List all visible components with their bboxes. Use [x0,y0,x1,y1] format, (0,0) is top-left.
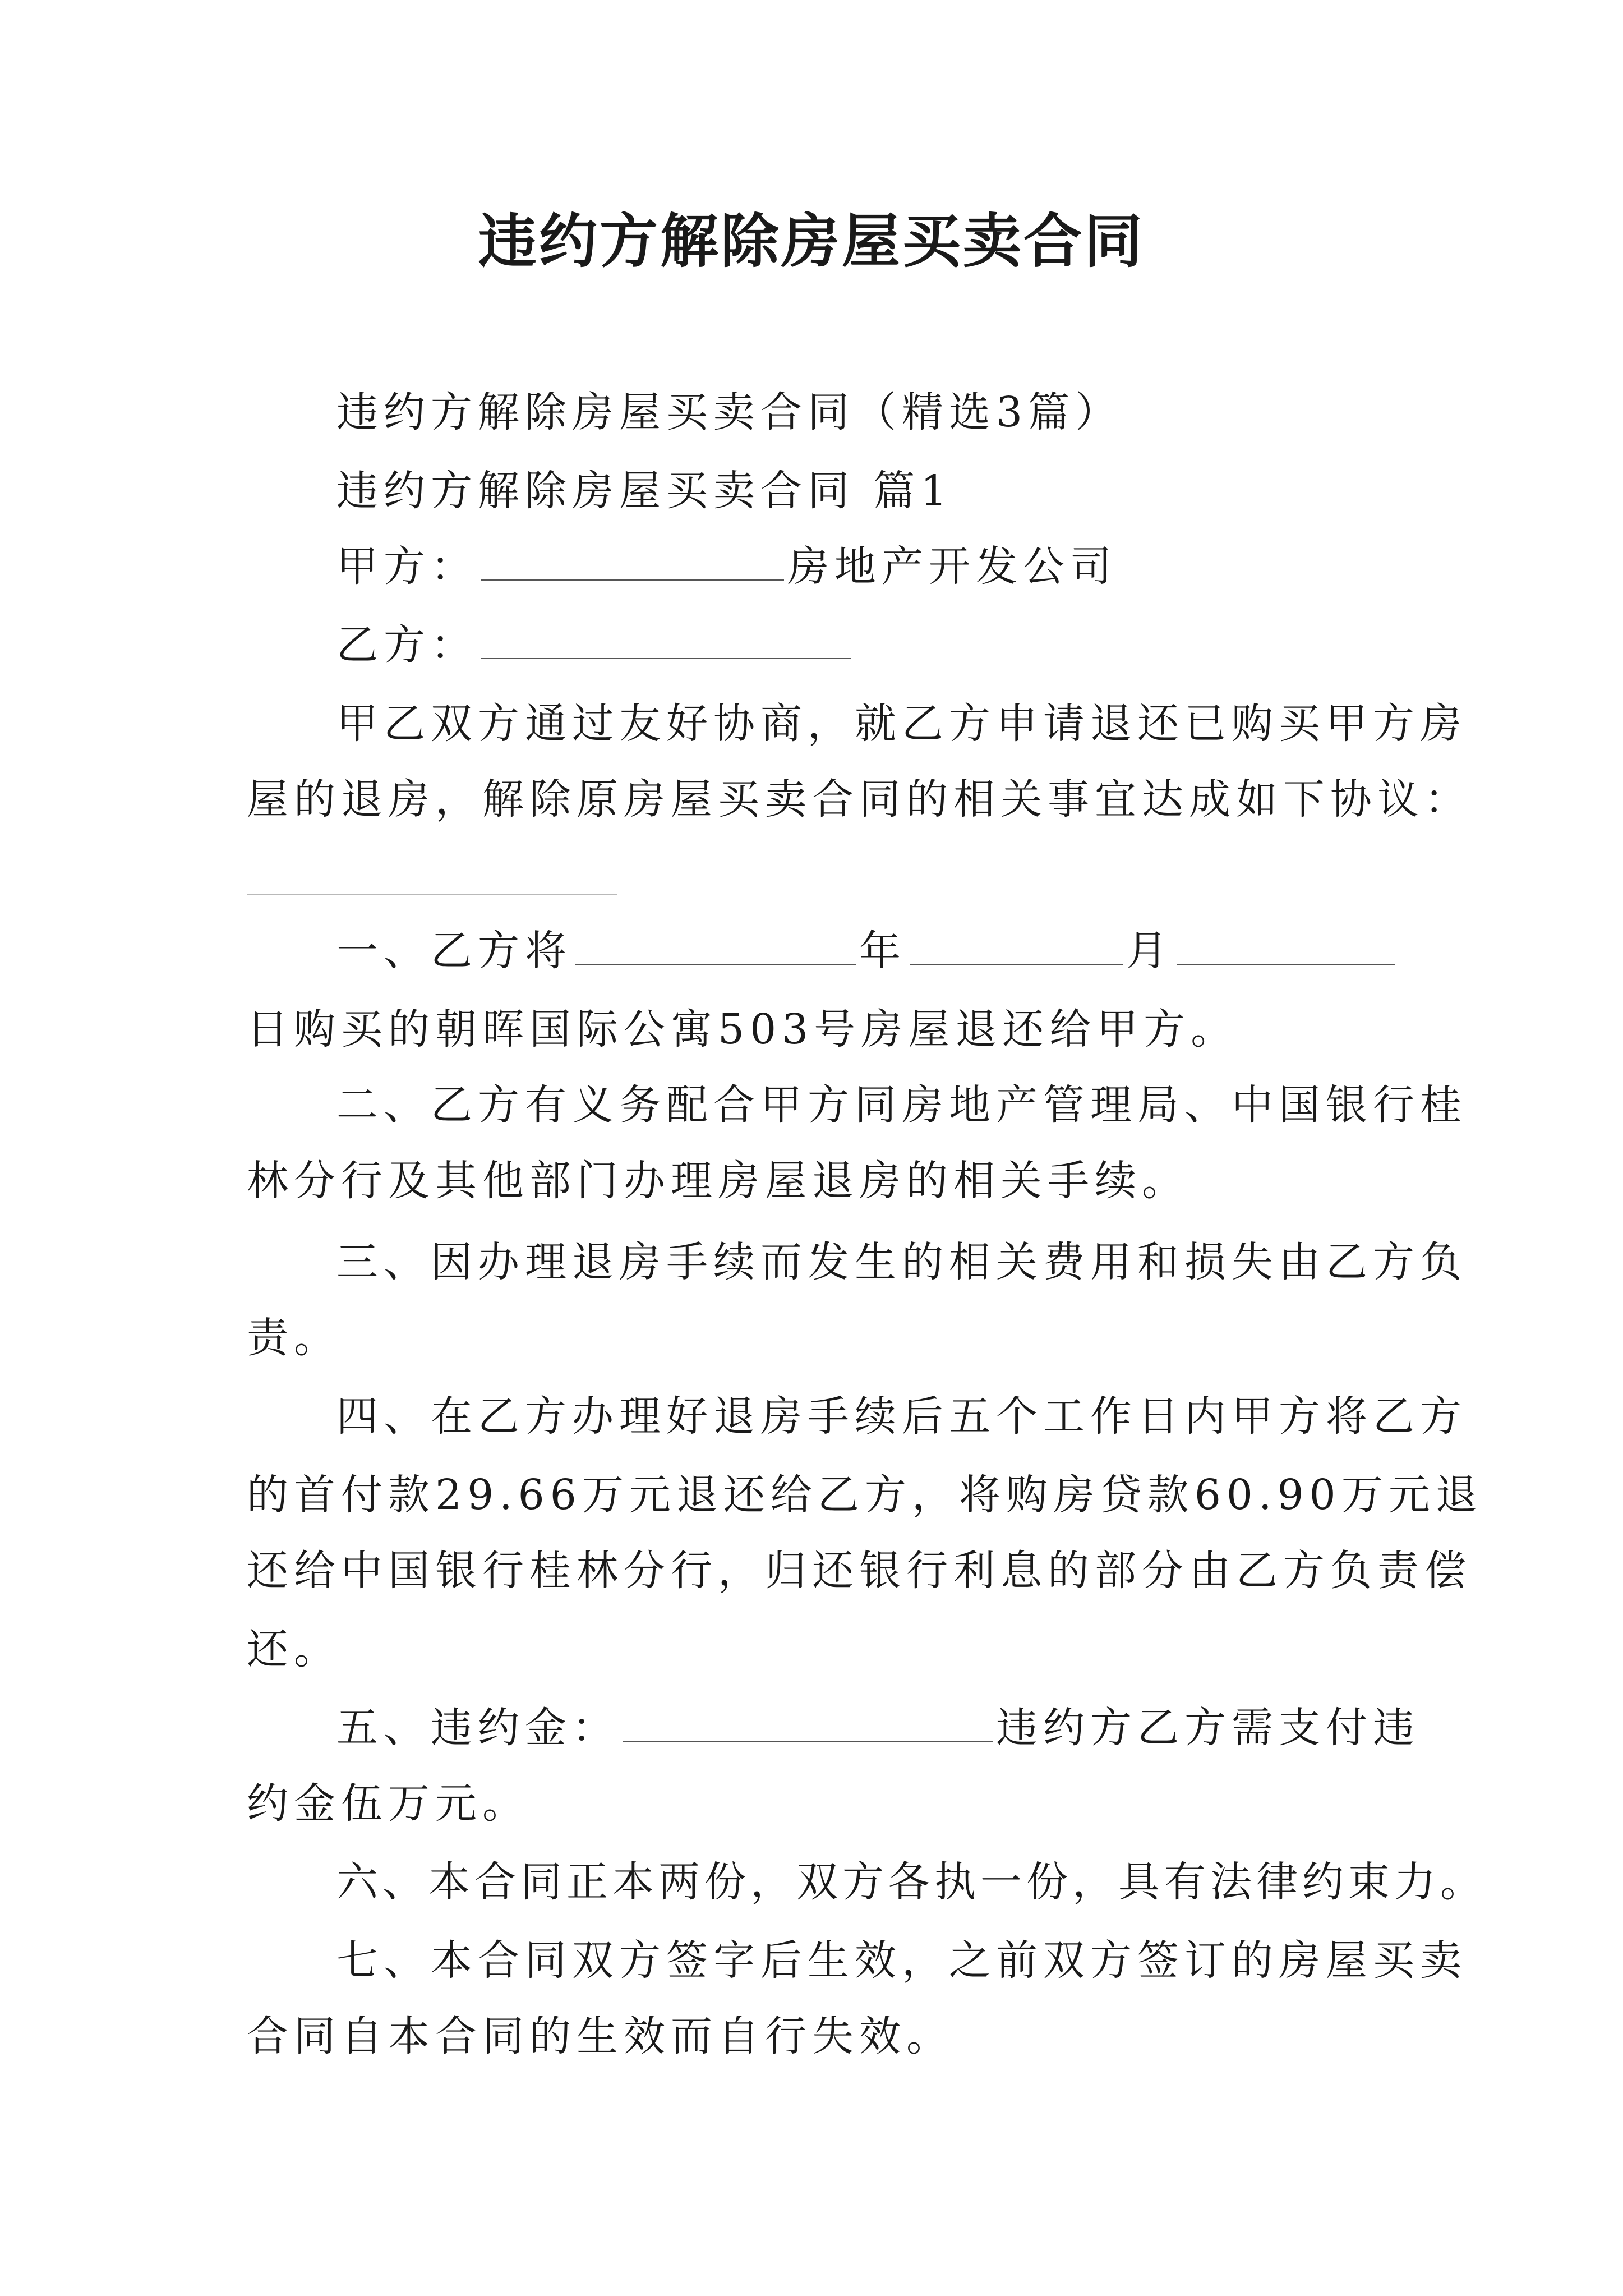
divider [247,894,617,895]
clause-4-line-1: 四、在乙方办理好退房手续后五个工作日内甲方将乙方 [336,1392,1467,1441]
clause-1-line-2: 日购买的朝晖国际公寓503号房屋退还给甲方。 [247,1005,1238,1053]
party-b-label: 乙方： [336,621,478,669]
party-a-line [247,536,1385,597]
party-b-line [247,614,1385,676]
clause-5-line-2: 约金伍万元。 [247,1779,529,1828]
clause-1-prefix: 一、乙方将 [336,927,572,975]
clause-1-year: 年 [859,927,906,975]
clause-7-line-1: 七、本合同双方签字后生效，之前双方签订的房屋买卖 [336,1936,1467,1985]
clause-6-line-1: 六、本合同正本两份，双方各执一份，具有法律约束力。 [336,1858,1486,1906]
clause-4-line-3: 还给中国银行桂林分行，归还银行利息的部分由乙方负责偿 [247,1547,1472,1595]
clause-7-line-2: 合同自本合同的生效而自行失效。 [247,2012,953,2060]
clause-3-line-1: 三、因办理退房手续而发生的相关费用和损失由乙方负 [336,1238,1467,1286]
party-a-label: 甲方： [336,542,478,591]
clause-5-prefix: 五、违约金： [336,1704,619,1752]
clause-5-suffix: 违约方乙方需支付违 [996,1704,1420,1752]
clause-2-line-1: 二、乙方有义务配合甲方同房地产管理局、中国银行桂 [336,1081,1467,1129]
clause-1-line-1 [247,920,1385,982]
clause-4-line-4: 还。 [247,1625,341,1673]
document-subtitle: 违约方解除房屋买卖合同（精选3篇） [336,388,1123,436]
intro-line-1: 甲乙双方通过友好协商，就乙方申请退还已购买甲方房 [336,700,1467,748]
clause-2-line-2: 林分行及其他部门办理房屋退房的相关手续。 [247,1157,1189,1205]
clause-3-line-2: 责。 [247,1314,341,1362]
clause-4-line-2: 的首付款29.66万元退还给乙方，将购房贷款60.90万元退 [247,1471,1483,1519]
document-title: 违约方解除房屋买卖合同 [478,206,1145,275]
clause-1-year-blank[interactable] [575,924,856,965]
party-a-suffix: 房地产开发公司 [787,542,1117,591]
clause-1-day-blank[interactable] [1177,924,1395,965]
section-heading: 违约方解除房屋买卖合同 篇1 [336,467,953,515]
party-b-blank[interactable] [481,619,851,659]
clause-5-blank[interactable] [623,1701,993,1742]
party-a-blank[interactable] [481,540,784,581]
intro-line-2: 屋的退房，解除原房屋买卖合同的相关事宜达成如下协议： [247,775,1472,823]
clause-5-line-1 [247,1697,1420,1759]
clause-1-month: 月 [1126,927,1173,975]
clause-1-month-blank[interactable] [910,924,1123,965]
